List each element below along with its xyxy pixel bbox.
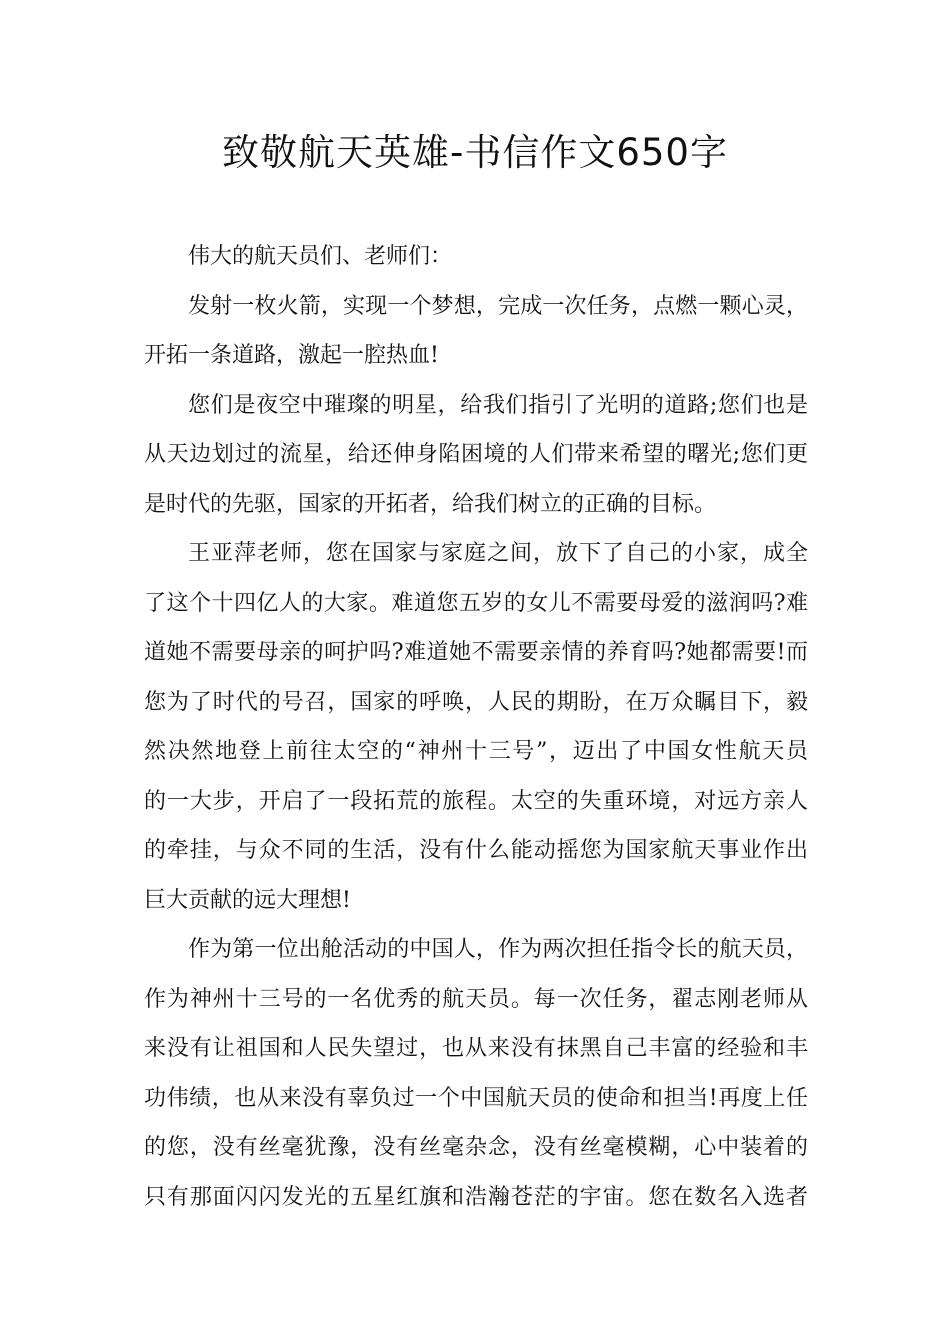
document-title: 致敬航天英雄-书信作文650字 bbox=[222, 131, 728, 174]
salutation-line: 伟大的航天员们、老师们： bbox=[188, 244, 453, 269]
paragraph-line: 从天边划过的流星，给还伸身陷困境的人们带来希望的曙光;您们更 bbox=[144, 442, 808, 467]
paragraph-line: 是时代的先驱，国家的开拓者，给我们树立的正确的目标。 bbox=[144, 491, 717, 517]
paragraph-line: 了这个十四亿人的大家。难道您五岁的女儿不需要母爱的滋润吗?难 bbox=[144, 590, 808, 616]
paragraph-line: 作为神州十三号的一名优秀的航天员。每一次任务，翟志刚老师从 bbox=[144, 986, 808, 1012]
paragraph-line: 然决然地登上前往太空的“神州十三号”，迈出了中国女性航天员 bbox=[144, 739, 808, 764]
paragraph-line: 您为了时代的号召，国家的呼唤，人民的期盼，在万众瞩目下，毅 bbox=[144, 689, 808, 715]
paragraph-line: 您们是夜空中璀璨的明星，给我们指引了光明的道路;您们也是 bbox=[188, 392, 808, 418]
paragraph-line: 王亚萍老师，您在国家与家庭之间，放下了自己的小家，成全 bbox=[188, 541, 808, 566]
paragraph-line: 来没有让祖国和人民失望过，也从来没有抹黑自己丰富的经验和丰 bbox=[144, 1036, 808, 1061]
paragraph-line: 开拓一条道路，激起一腔热血! bbox=[144, 343, 439, 368]
paragraph-line: 的您，没有丝毫犹豫，没有丝毫杂念，没有丝毫模糊，心中装着的 bbox=[144, 1135, 808, 1160]
paragraph-line: 的牵挂，与众不同的生活，没有什么能动摇您为国家航天事业作出 bbox=[144, 838, 808, 863]
paragraph-line: 巨大贡献的远大理想! bbox=[144, 887, 351, 913]
paragraph-line: 道她不需要母亲的呵护吗?难道她不需要亲情的养育吗?她都需要!而 bbox=[144, 640, 808, 665]
letter-body bbox=[144, 232, 808, 1222]
paragraph-line: 作为第一位出舱活动的中国人，作为两次担任指令长的航天员， bbox=[188, 937, 808, 962]
paragraph-line: 的一大步，开启了一段拓荒的旅程。太空的失重环境，对远方亲人 bbox=[144, 788, 808, 814]
paragraph-line: 功伟绩，也从来没有辜负过一个中国航天员的使命和担当!再度上任 bbox=[144, 1085, 808, 1111]
paragraph-line: 只有那面闪闪发光的五星红旗和浩瀚苍茫的宇宙。您在数名入选者 bbox=[144, 1184, 808, 1210]
paragraph-line: 发射一枚火箭，实现一个梦想，完成一次任务，点燃一颗心灵， bbox=[188, 293, 808, 319]
